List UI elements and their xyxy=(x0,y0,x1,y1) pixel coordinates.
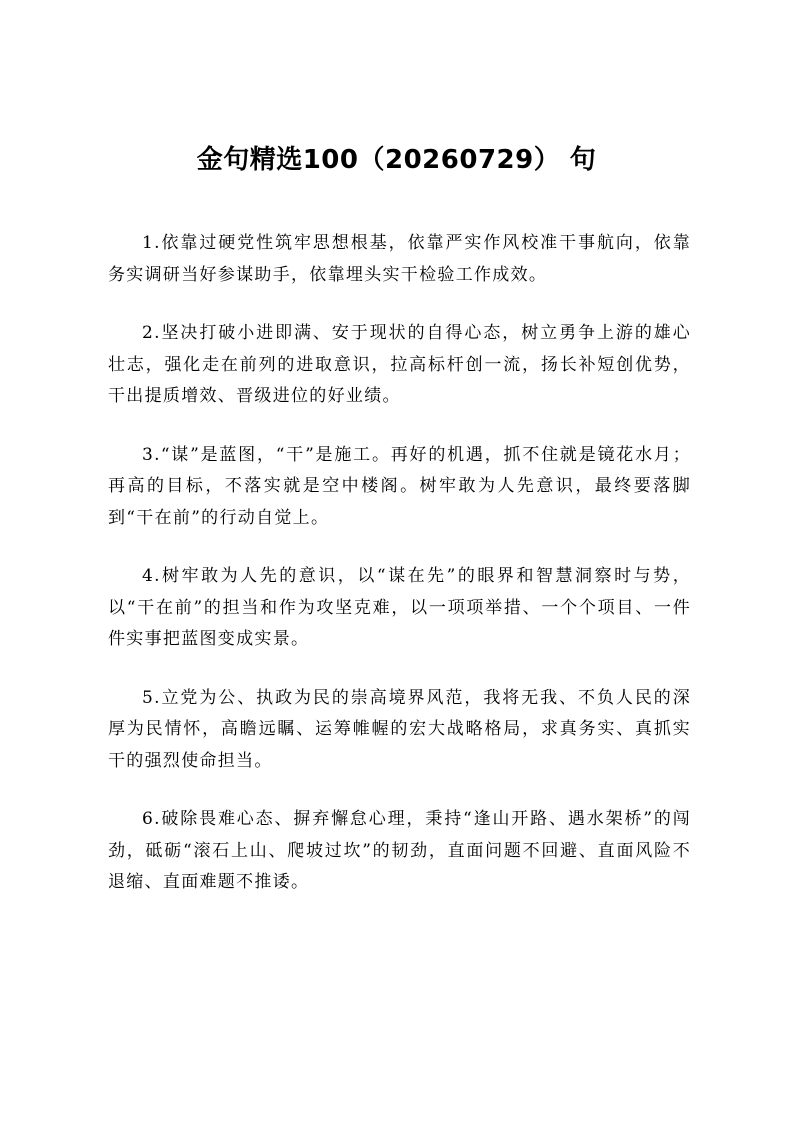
document-title: 金句精选100（20260729） 句 xyxy=(196,145,597,175)
paragraph-1: 1.依靠过硬党性筑牢思想根基，依靠严实作风校准干事航向，依靠务实调研当好参谋助手，依靠埋头实干检验工作成效。 xyxy=(108,233,691,285)
paragraph-4: 4.树牢敢为人先的意识，以“谋在先”的眼界和智慧洞察时与势，以“干在前”的担当和作为攻坚克难，以一项项举措、一个个项目、一件件实事把蓝图变成实景。 xyxy=(108,566,691,649)
paragraph-2: 2.坚决打破小进即满、安于现状的自得心态，树立勇争上游的雄心壮志，强化走在前列的进取意识，拉高标杆创一流，扬长补短创优势，干出提质增效、晋级进位的好业绩。 xyxy=(108,323,691,406)
paragraph-3: 3.“谋”是蓝图，“干”是施工。再好的机遇，抓不住就是镜花水月；再高的目标，不落实就是空中楼阁。树牢敢为人先意识，最终要落脚到“干在前”的行动自觉上。 xyxy=(108,444,691,528)
paragraph-6: 6.破除畏难心态、摒弃懈怠心理，秉持“逢山开路、遇水架桥”的闯劲，砥砺“滚石上山、爬坡过坎”的韧劲，直面问题不回避、直面风险不退缩、直面难题不推诿。 xyxy=(108,809,691,892)
document-body xyxy=(108,228,691,926)
paragraph-5: 5.立党为公、执政为民的崇高境界风范，我将无我、不负人民的深厚为民情怀，高瞻远瞩、运筹帷幄的宏大战略格局，求真务实、真抓实干的强烈使命担当。 xyxy=(108,687,691,771)
